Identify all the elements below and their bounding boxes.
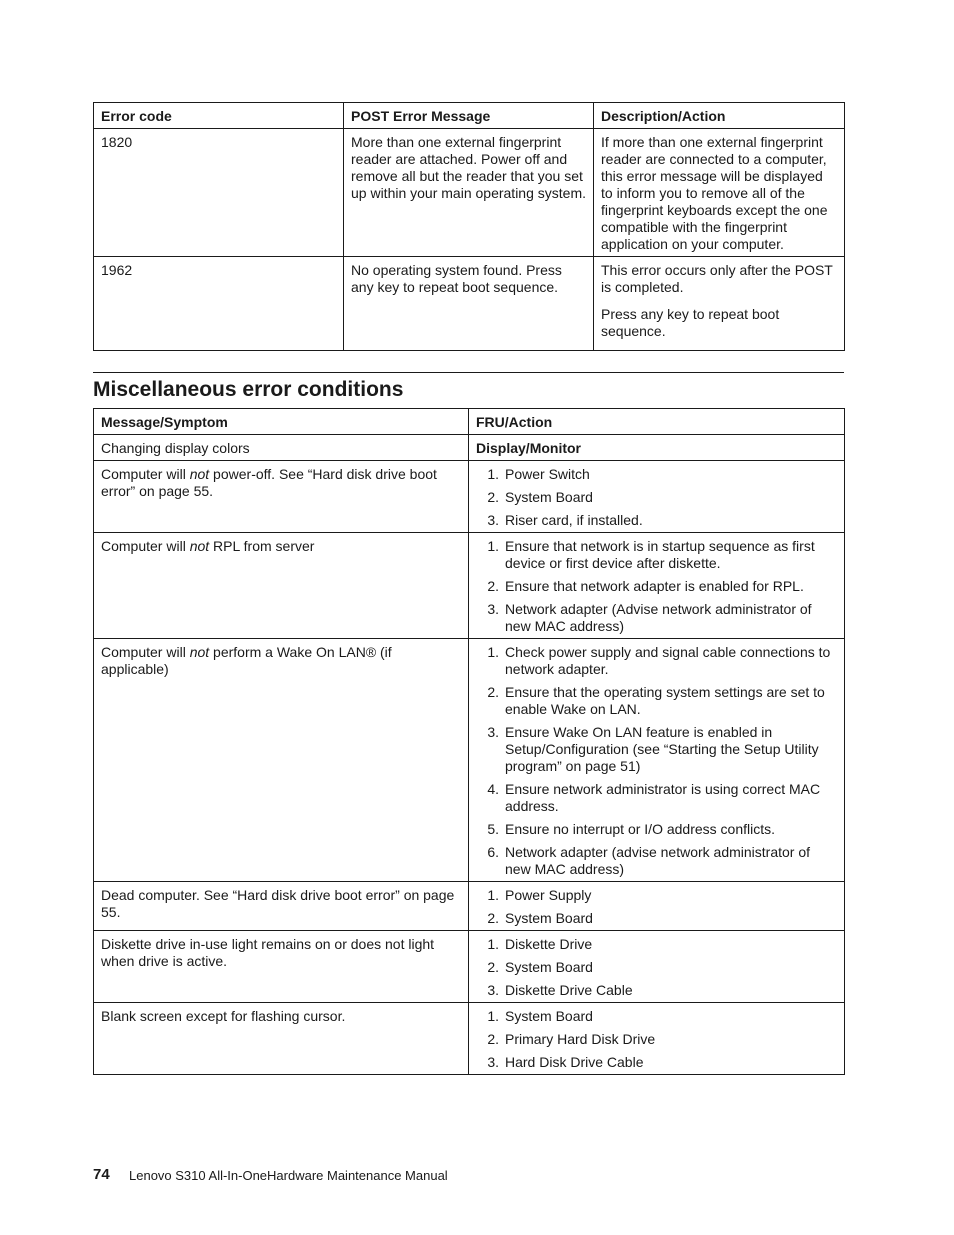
action-list [476,466,837,529]
table-row [94,639,845,882]
post-message-cell: More than one external fingerprint reader are attached. Power off and remove all but the reader that you set up within your main operating system. [344,129,594,257]
symptom-cell [94,1003,469,1075]
description-paragraph: If more than one external fingerprint reader are connected to a computer, this error message will be displayed to inform you to remove all of the fingerprint keyboards except the one compatible with the fingerprint application on your computer. [601,134,828,252]
header-error-code: Error code [94,103,344,129]
description-cell [594,257,845,351]
list-item [476,781,837,815]
list-item-text: Ensure network administrator is using correct MAC address. [505,781,821,814]
list-item [476,512,837,529]
list-item-number: 3. [487,1054,499,1070]
list-item-number: 1. [487,1008,499,1024]
symptom-cell [94,931,469,1003]
list-item [476,1031,837,1048]
section-divider [93,372,844,373]
list-item-number: 2. [487,1031,499,1047]
header-message-symptom: Message/Symptom [94,409,469,435]
header-post-error-message: POST Error Message [344,103,594,129]
list-item-number: 2. [487,578,499,594]
list-item [476,1054,837,1071]
action-list [476,1008,837,1071]
fru-action-cell [469,1003,845,1075]
error-code-cell: 1962 [94,257,344,351]
list-item-text: System Board [505,910,593,926]
description-cell [594,129,845,257]
table-row [94,257,845,351]
post-message-cell: No operating system found. Press any key to repeat boot sequence. [344,257,594,351]
action-list [476,936,837,999]
symptom-text: power-off. See “Hard disk drive boot error” on page 55. [101,466,437,499]
fru-action-cell [469,461,845,533]
list-item-number: 1. [487,936,499,952]
table-row [94,1003,845,1075]
list-item-number: 3. [487,982,499,998]
list-item-text: Network adapter (advise network administrator of new MAC address) [505,844,811,877]
symptom-text: Diskette drive in-use light remains on or does not light when drive is active. [101,936,435,969]
list-item-number: 5. [487,821,499,837]
list-item [476,466,837,483]
list-item [476,724,837,775]
list-item-text: Diskette Drive Cable [505,982,633,998]
table-row [94,461,845,533]
symptom-text: Changing display colors [101,440,250,456]
emphasis-text: not [189,644,210,660]
list-item [476,489,837,506]
symptom-cell [94,882,469,931]
emphasis-text: not [189,466,210,482]
symptom-text: Dead computer. See “Hard disk drive boot error” on page 55. [101,887,455,920]
action-list [476,887,837,927]
list-item-text: Riser card, if installed. [505,512,643,528]
symptom-text: Computer will [101,644,190,660]
emphasis-text: not [189,538,210,554]
error-code-cell: 1820 [94,129,344,257]
list-item [476,910,837,927]
list-item [476,959,837,976]
symptom-text: RPL from server [209,538,315,554]
symptom-cell [94,639,469,882]
misc-table-body [94,435,845,1075]
list-item-number: 1. [487,466,499,482]
list-item-number: 1. [487,644,499,660]
list-item-text: Ensure that the operating system settings are set to enable Wake on LAN. [505,684,825,717]
list-item-number: 2. [487,489,499,505]
fru-action-cell [469,533,845,639]
table-row [94,882,845,931]
list-item-text: Ensure Wake On LAN feature is enabled in Setup/Configuration (see “Starting the Setup Utility program” on page 51) [505,724,819,774]
manual-title: Lenovo S310 All-In-OneHardware Maintenance Manual [129,1168,448,1183]
list-item [476,821,837,838]
list-item-number: 6. [487,844,499,860]
list-item-number: 2. [487,959,499,975]
misc-table-header-row [94,409,845,435]
table-row [94,533,845,639]
list-item-text: Ensure that network is in startup sequence as first device or first device after diskette. [505,538,815,571]
table-row [94,435,845,461]
list-item-text: Primary Hard Disk Drive [505,1031,656,1047]
list-item-text: System Board [505,489,593,505]
list-item [476,844,837,878]
list-item-text: Check power supply and signal cable connections to network adapter. [505,644,831,677]
symptom-text: perform a Wake On LAN® (if applicable) [101,644,392,677]
list-item [476,936,837,953]
list-item [476,644,837,678]
list-item [476,538,837,572]
list-item-number: 1. [487,538,499,554]
list-item-text: Ensure no interrupt or I/O address conflicts. [505,821,776,837]
list-item-number: 4. [487,781,499,797]
fru-action-cell [469,435,845,461]
action-list [476,644,837,878]
list-item-number: 3. [487,724,499,740]
fru-action-bold: Display/Monitor [476,440,582,456]
list-item [476,578,837,595]
list-item [476,684,837,718]
list-item-number: 2. [487,684,499,700]
symptom-cell [94,461,469,533]
header-description-action: Description/Action [594,103,845,129]
symptom-text: Computer will [101,466,190,482]
table-row [94,931,845,1003]
list-item-number: 1. [487,887,499,903]
fru-action-cell [469,931,845,1003]
post-error-table [93,102,845,351]
section-heading: Miscellaneous error conditions [93,378,404,401]
page-number: 74 [93,1166,110,1183]
post-table-header-row [94,103,845,129]
description-paragraph: This error occurs only after the POST is completed. [601,262,833,295]
list-item [476,1008,837,1025]
list-item-text: Hard Disk Drive Cable [505,1054,644,1070]
list-item [476,982,837,999]
list-item-text: Ensure that network adapter is enabled for RPL. [505,578,804,594]
table-row [94,129,845,257]
list-item [476,887,837,904]
list-item-text: Power Switch [505,466,590,482]
symptom-text: Computer will [101,538,190,554]
list-item-text: Power Supply [505,887,592,903]
fru-action-cell [469,882,845,931]
misc-error-table [93,408,845,1075]
fru-action-cell [469,639,845,882]
list-item-text: Network adapter (Advise network administrator of new MAC address) [505,601,812,634]
list-item-number: 3. [487,512,499,528]
list-item-text: Diskette Drive [505,936,593,952]
list-item-text: System Board [505,959,593,975]
list-item [476,601,837,635]
description-paragraph: Press any key to repeat boot sequence. [601,306,780,339]
action-list [476,538,837,635]
symptom-cell [94,533,469,639]
list-item-text: System Board [505,1008,593,1024]
list-item-number: 2. [487,910,499,926]
symptom-cell [94,435,469,461]
symptom-text: Blank screen except for flashing cursor. [101,1008,346,1024]
list-item-number: 3. [487,601,499,617]
header-fru-action: FRU/Action [469,409,845,435]
